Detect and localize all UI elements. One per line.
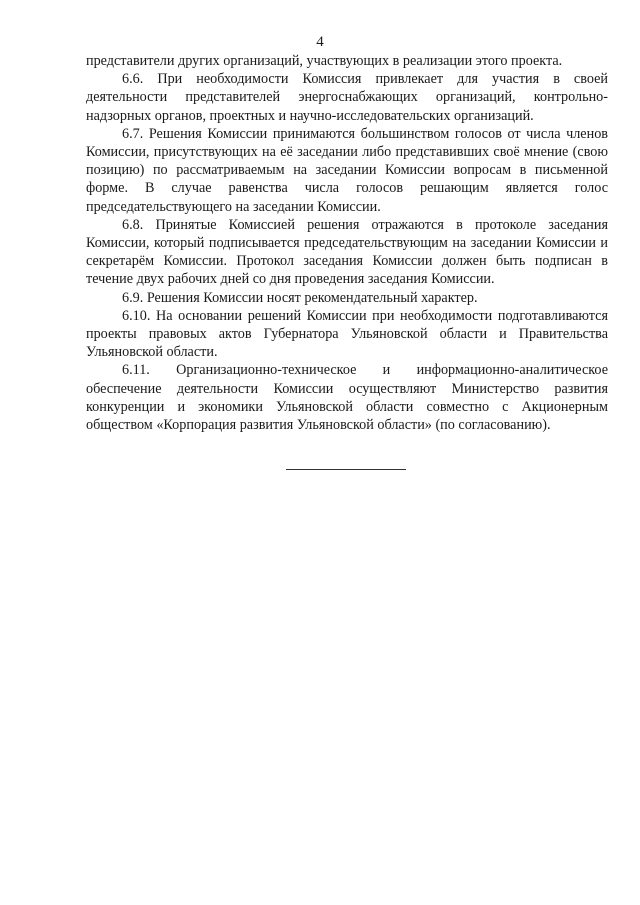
document-body (86, 52, 608, 434)
end-divider (286, 469, 406, 470)
paragraph-6-11: 6.11. Организационно-техническое и информационно-аналитическое обеспечение деятельности Комиссии осуществляют Министерство развития конкуренции и экономики Ульяновской области совместно с Акционерным обществом «Корпорация развития Ульяновской области» (по согласованию). (86, 362, 608, 434)
paragraph-continuation: представители других организаций, участвующих в реализации этого проекта. (86, 53, 563, 69)
paragraph-6-8: 6.8. Принятые Комиссией решения отражаются в протоколе заседания Комиссии, который подписывается председательствующим на заседании Комиссии и секретарём Комиссии. Протокол заседания Комиссии должен быть подписан в течение двух рабочих дней со дня проведения заседания Комиссии. (86, 216, 608, 288)
page-number: 4 (316, 34, 324, 50)
paragraph-6-10: 6.10. На основании решений Комиссии при необходимости подготавливаются проекты правовых актов Губернатора Ульяновской области и Правительства Ульяновской области. (86, 307, 608, 361)
paragraph-6-9: 6.9. Решения Комиссии носят рекомендательный характер. (122, 289, 478, 306)
paragraph-6-6: 6.6. При необходимости Комиссия привлекает для участия в своей деятельности представителей энергоснабжающих организаций, контрольно-надзорных органов, проектных и научно-исследовательских организаций. (86, 71, 608, 124)
paragraph-6-7: 6.7. Решения Комиссии принимаются большинством голосов от числа членов Комиссии, присутствующих на её заседании либо представивших своё мнение (свою позицию) по рассматриваемым на заседании Комиссии вопросам в письменной форме. В случае равенства числа голосов решающим является голос председательствующего на заседании Комиссии. (86, 125, 608, 215)
